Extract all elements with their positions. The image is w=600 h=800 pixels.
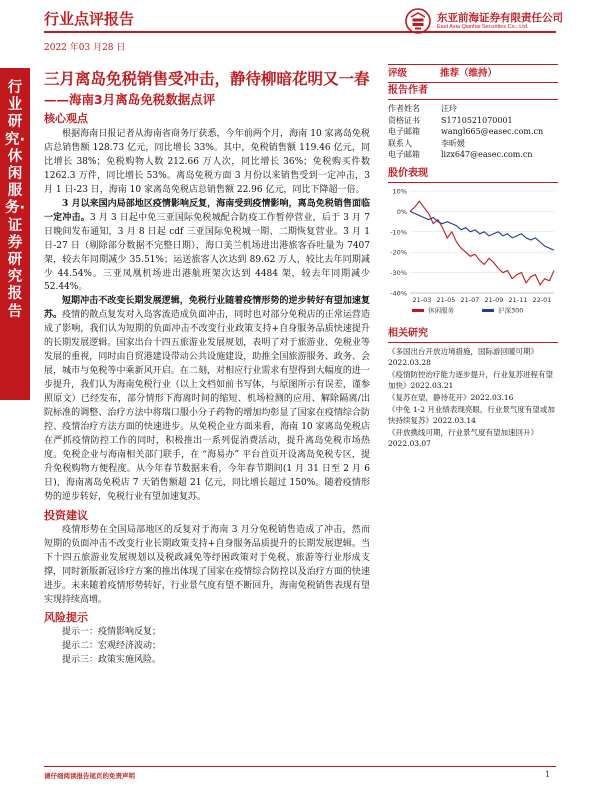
related-research-heading: 相关研究 [388, 327, 428, 339]
paragraph-3-lead: 短期冲击不改变长期发展逻辑，免税行业随着疫情形势的逆步转好有望加速复苏。 [44, 296, 370, 321]
paragraph-3 [44, 295, 370, 504]
stock-performance-chart [388, 185, 558, 320]
chart-legend-swatch [482, 309, 494, 312]
chart-x-tick-label: 21-05 [436, 295, 456, 304]
page-number: 1 [545, 770, 551, 779]
risk-item: 提示一：疫情影响反复； [62, 627, 162, 638]
related-divider [388, 342, 558, 343]
author-heading: 报告作者 [388, 85, 428, 96]
rating-label: 评级 [388, 68, 408, 79]
chart-y-tick-label: -20% [390, 248, 407, 257]
right-panel [388, 64, 558, 450]
chart-series-line-2 [410, 211, 554, 250]
performance-divider [388, 182, 558, 183]
paragraph-2 [44, 198, 370, 296]
sidebar-text: 行业研究·休闲服务·证券研究报告 [4, 80, 25, 320]
rating-row [388, 65, 558, 82]
chart-y-tick-label: -40% [390, 289, 407, 298]
investment-advice-text: 疫情形势在全国局部地区的反复对于海南 3 月分免税销售造成了冲击，然而短期的负面冲击不改变行业长期政策支持+自身服务品质提升的长期发展逻辑。当下十四五旅游业发展规划以及税政减免等纾困政策对于免税、旅游等行业形成支撑，同时新版新冠诊疗方案的推出体现了国家在疫情综合防控以及治疗方面的快速进步。未来随着疫情形势转好，行业景气度有望不断回升，海南免税销售表现有望实现持续高增。 [44, 524, 370, 605]
author-row: 作者姓名 汪玲 [388, 104, 457, 113]
chart-legend-label: 沪深300 [498, 306, 524, 315]
main-column [44, 68, 370, 668]
company-emblem-icon [405, 8, 431, 34]
company-name-en: East Asia Qianhai Securities Co., Ltd. [437, 24, 529, 30]
related-research-item[interactable]: 《多国出台开放边境措施，国际游回暖可期》2022.03.28 [388, 346, 538, 368]
related-research-item[interactable]: 《复苏在望，静待花开》2022.03.16 [388, 393, 514, 403]
author-row: 联系人 李昕媛 [388, 138, 465, 148]
chart-y-tick-label: -30% [390, 269, 407, 278]
chart-x-tick-label: 21-09 [484, 295, 504, 304]
chart-x-tick-label: 21-07 [460, 295, 480, 304]
chart-y-tick-label: -10% [390, 228, 407, 237]
report-subtitle: ——海南3月离岛免税数据点评 [44, 92, 216, 107]
report-date: 2022 年03 月28 日 [44, 43, 126, 53]
paragraph-2-body: 3 月 3 日起中免三亚国际免税城配合防疫工作暂停营业，后于 3 月 7 日晚间发布通知，3 月 8 日起 cdf 三亚国际免税城一期、二期恢复营业。3 月 1 日-27 日（剔除部分数据不完整日期），海口美兰机场进出港旅客吞吐量为 7407 架，较去年同期减少 35.51%；运送旅客人次达到 89.62 万人，较比去年同期减少 44.54%。三亚凤凰机场进出港航班架次达到 4484 架，较去年同期减少 52.44%。 [44, 212, 370, 293]
chart-y-tick-label: 10% [392, 187, 407, 196]
sidebar-banner [0, 68, 30, 400]
related-research-item[interactable]: 《开放携线可期，行业景气度有望加速回升》2022.03.07 [388, 428, 538, 449]
header-title: 行业点评报告 [44, 10, 135, 28]
chart-y-tick-label: 0% [396, 207, 407, 216]
rating-value: 推荐（维持） [440, 68, 498, 79]
paragraph-1: 根据海南日报记者从海南省商务厅获悉，今年前两个月，海南 10 家离岛免税店总销售额 128.73 亿元，同比增长 33%。其中，免税销售额 119.46 亿元，同比增长 38%；免税购物人数 212.66 万人次，同比增长 36%；免税购买件数 1262.3 万件，同比增长 53%。离岛免税方面 3 月份以来销售受到一定冲击，3 月 1 日-23 日，海南 10 家离岛免税店总销售额 22.96 亿元，同比下降超一倍。 [44, 129, 370, 195]
footer-disclaimer: 请仔细阅读报告尾页的免责声明 [44, 772, 135, 780]
risk-heading: 风险提示 [44, 611, 88, 625]
author-row: 电子邮箱 lizx647@easec.com.cn [388, 150, 533, 160]
author-row: 电子邮箱 wangl665@easec.com.cn [388, 127, 544, 137]
chart-legend-label: 休闲服务 [428, 306, 454, 315]
related-research-item[interactable]: 《疫情防控治疗能力逐步提升，行业复苏进程有望加快》2022.03.21 [388, 370, 553, 391]
chart-x-tick-label: 21-11 [508, 295, 528, 304]
chart-x-tick-label: 22-01 [532, 295, 552, 304]
chart-series-line-1 [410, 201, 554, 285]
paragraph-3-body: 疫情的散点复发对入岛客流造成负面冲击，同时也对部分免税店的正常运营造成了影响，我们认为短期的负面冲击不改变行业政策支持+自身服务品质快速提升的长期发展逻辑。国家出台十四五旅游业发展规划，表明了对于旅游业、免税业等发展的重视，同时由自贸港建设带动公共设施建设，助推全国旅游服务、政务、会展，城市与免税等中乘新风开启。在二刻，对相应行业需求有望得到大幅度的进一步提升，我们认为海南免税行业（以上文档如前书写体，与原图所示有误差，谨参照原文）已经发布，部分情形下海离时间的缩短、机场检测的应用、解除隔离/出院标准的调整、治疗方法中将瑞口服小分子药物的增加均彰显了国家在疫情综合防控、疫情治疗方法方面的快速进步。从免税企业方面来看，海南 10 家离岛免税店在严抓疫情防控工作的同时，积极推出一系列促消费活动，提升离岛免税市场热度。免税企业与海南相关部门联手，在 “海易办” 平台首页开设离岛免税专区，提升免税购物方便程度。从今年春节数据来看，今年春节期间(1 月 31 日至 2 月 6 日)，海南离岛免税店 7 天销售额超 21 亿元，同比增长超过 150%。随着疫情形势的逆步转好，免税行业有望加速复苏。 [44, 310, 370, 502]
author-row: 资格证书 S1710521070001 [388, 115, 513, 125]
chart-legend-swatch [412, 309, 424, 312]
stock-performance-heading: 股价表现 [388, 167, 428, 179]
core-view-heading: 核心观点 [44, 112, 88, 125]
risk-item: 提示二：宏观经济波动； [62, 641, 162, 652]
report-title: 三月离岛免税销售受冲击，静待柳暗花明又一春 [44, 70, 370, 88]
related-research-list [388, 346, 558, 450]
related-research-item[interactable]: 《中免 1-2 月业绩表现亮眼，行业景气度有望或加快持续复苏》2022.03.14 [388, 404, 555, 426]
investment-advice-heading: 投资建议 [44, 508, 88, 522]
company-logo [405, 6, 565, 46]
footer-divider [44, 766, 556, 767]
company-name-cn: 东亚前海证券有限责任公司 [437, 12, 563, 24]
risk-item: 提示三：政策实施风险。 [62, 655, 162, 666]
chart-x-tick-label: 21-03 [412, 295, 432, 304]
paragraph-2-lead: 3 月以来国内局部地区疫情影响反复，海南受到疫情影响，离岛免税销售面临一定冲击。 [44, 198, 370, 223]
